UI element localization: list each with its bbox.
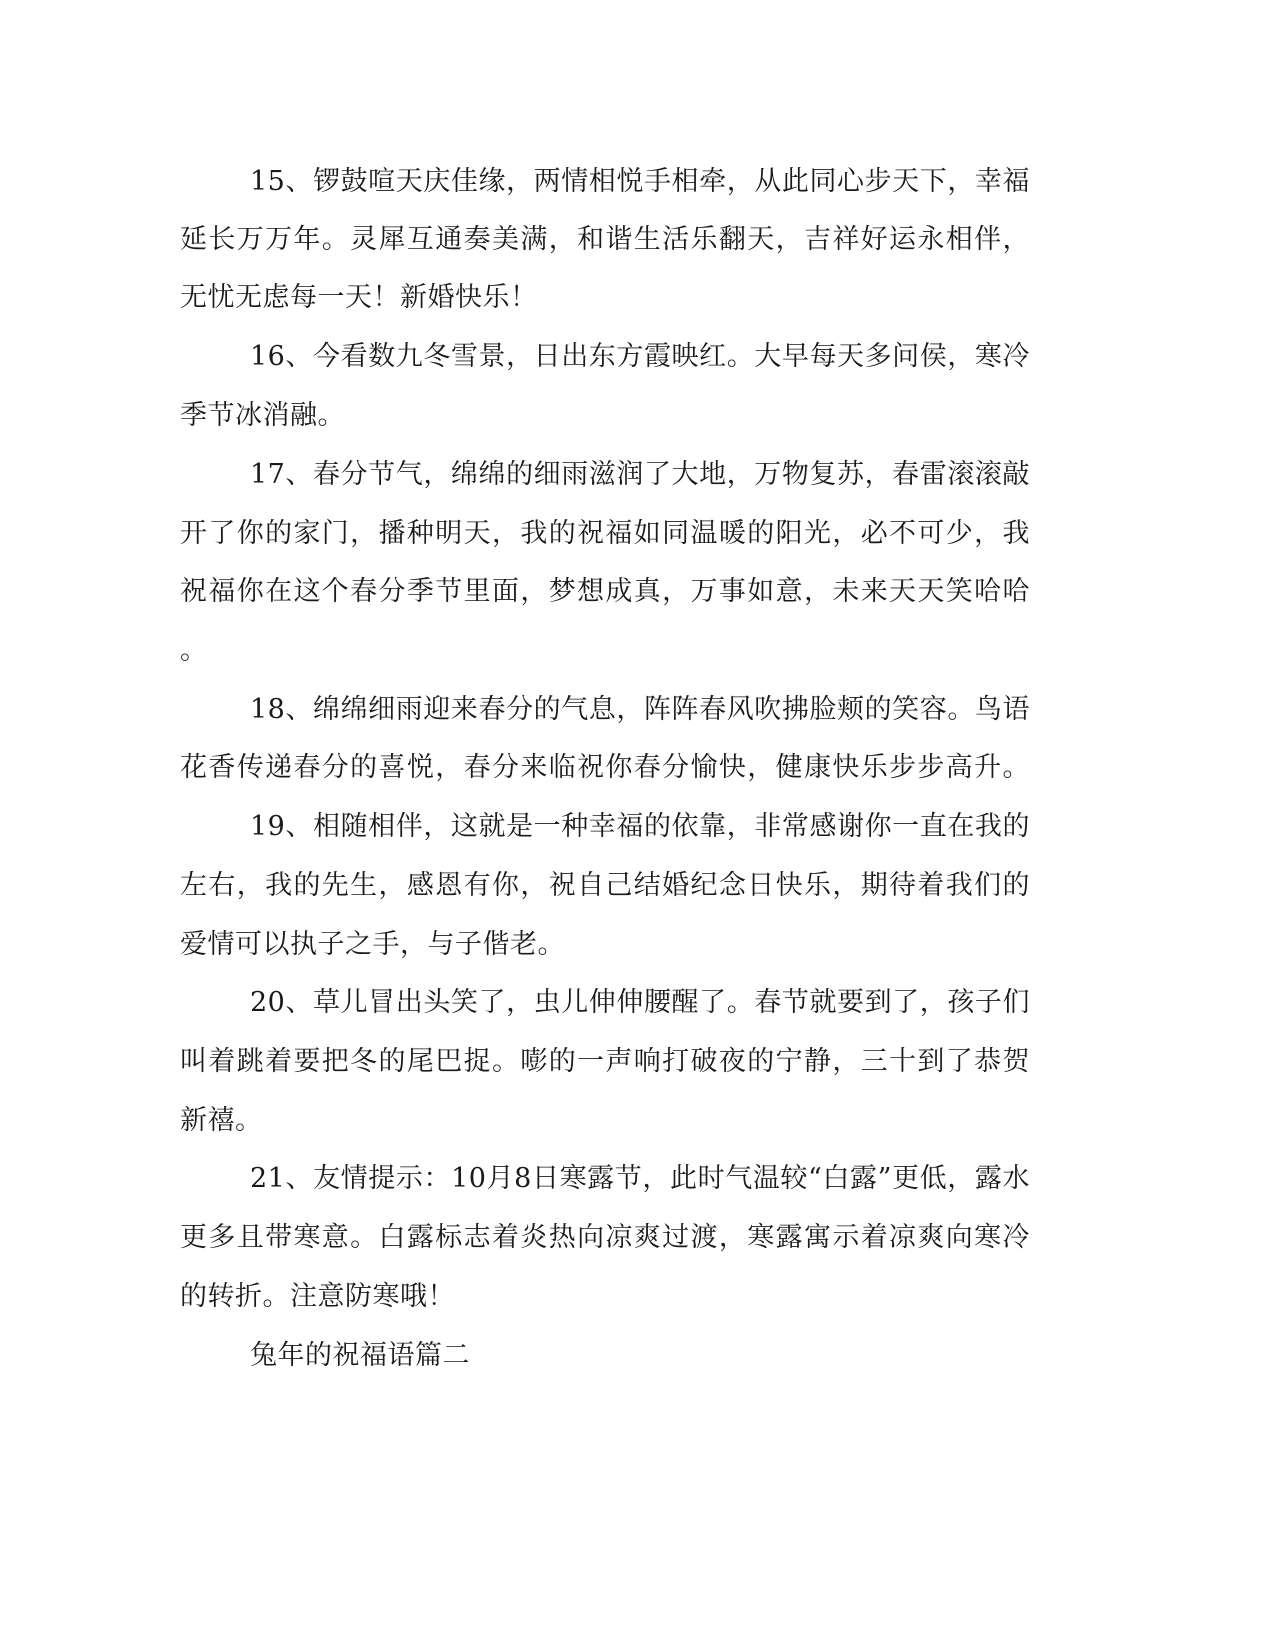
text-line: 20、草儿冒出头笑了，虫儿伸伸腰醒了。春节就要到了，孩子们 [250, 987, 1030, 1018]
text-line: 叫着跳着要把冬的尾巴捉。嘭的一声响打破夜的宁静，三十到了恭贺 [180, 1046, 1030, 1077]
text-line: 19、相随相伴，这就是一种幸福的依靠，非常感谢你一直在我的 [250, 811, 1030, 842]
text-line: 开了你的家门，播种明天，我的祝福如同温暖的阳光，必不可少，我 [180, 518, 1030, 549]
text-line: 15、锣鼓喧天庆佳缘，两情相悦手相牵，从此同心步天下，幸福 [250, 166, 1030, 197]
text-line: 延长万万年。灵犀互通奏美满，和谐生活乐翻天，吉祥好运永相伴， [180, 224, 1030, 255]
text-line: 爱情可以执子之手，与子偕老。 [180, 929, 565, 960]
text-line: 16、今看数九冬雪景，日出东方霞映红。大早每天多问侯，寒冷 [250, 341, 1030, 372]
text-line: 17、春分节气，绵绵的细雨滋润了大地，万物复苏，春雷滚滚敲 [250, 459, 1030, 490]
text-line: 的转折。注意防寒哦！ [180, 1281, 455, 1312]
text-line: 21、友情提示：10月8日寒露节，此时气温较“白露”更低，露水 [250, 1163, 1030, 1194]
text-line: 左右，我的先生，感恩有你，祝自己结婚纪念日快乐，期待着我们的 [180, 870, 1030, 901]
text-line: 无忧无虑每一天！新婚快乐！ [180, 282, 538, 313]
text-line: 花香传递春分的喜悦，春分来临祝你春分愉快，健康快乐步步高升。 [180, 752, 1030, 783]
text-line: 更多且带寒意。白露标志着炎热向凉爽过渡，寒露寓示着凉爽向寒冷 [180, 1222, 1030, 1253]
text-line: 18、绵绵细雨迎来春分的气息，阵阵春风吹拂脸颊的笑容。鸟语 [250, 694, 1030, 725]
text-line: 。 [180, 635, 208, 666]
text-line: 新禧。 [180, 1105, 263, 1136]
section-heading: 兔年的祝福语篇二 [250, 1340, 470, 1371]
text-line: 季节冰消融。 [180, 400, 345, 431]
text-line: 祝福你在这个春分季节里面，梦想成真，万事如意，未来天天笑哈哈 [180, 576, 1030, 607]
